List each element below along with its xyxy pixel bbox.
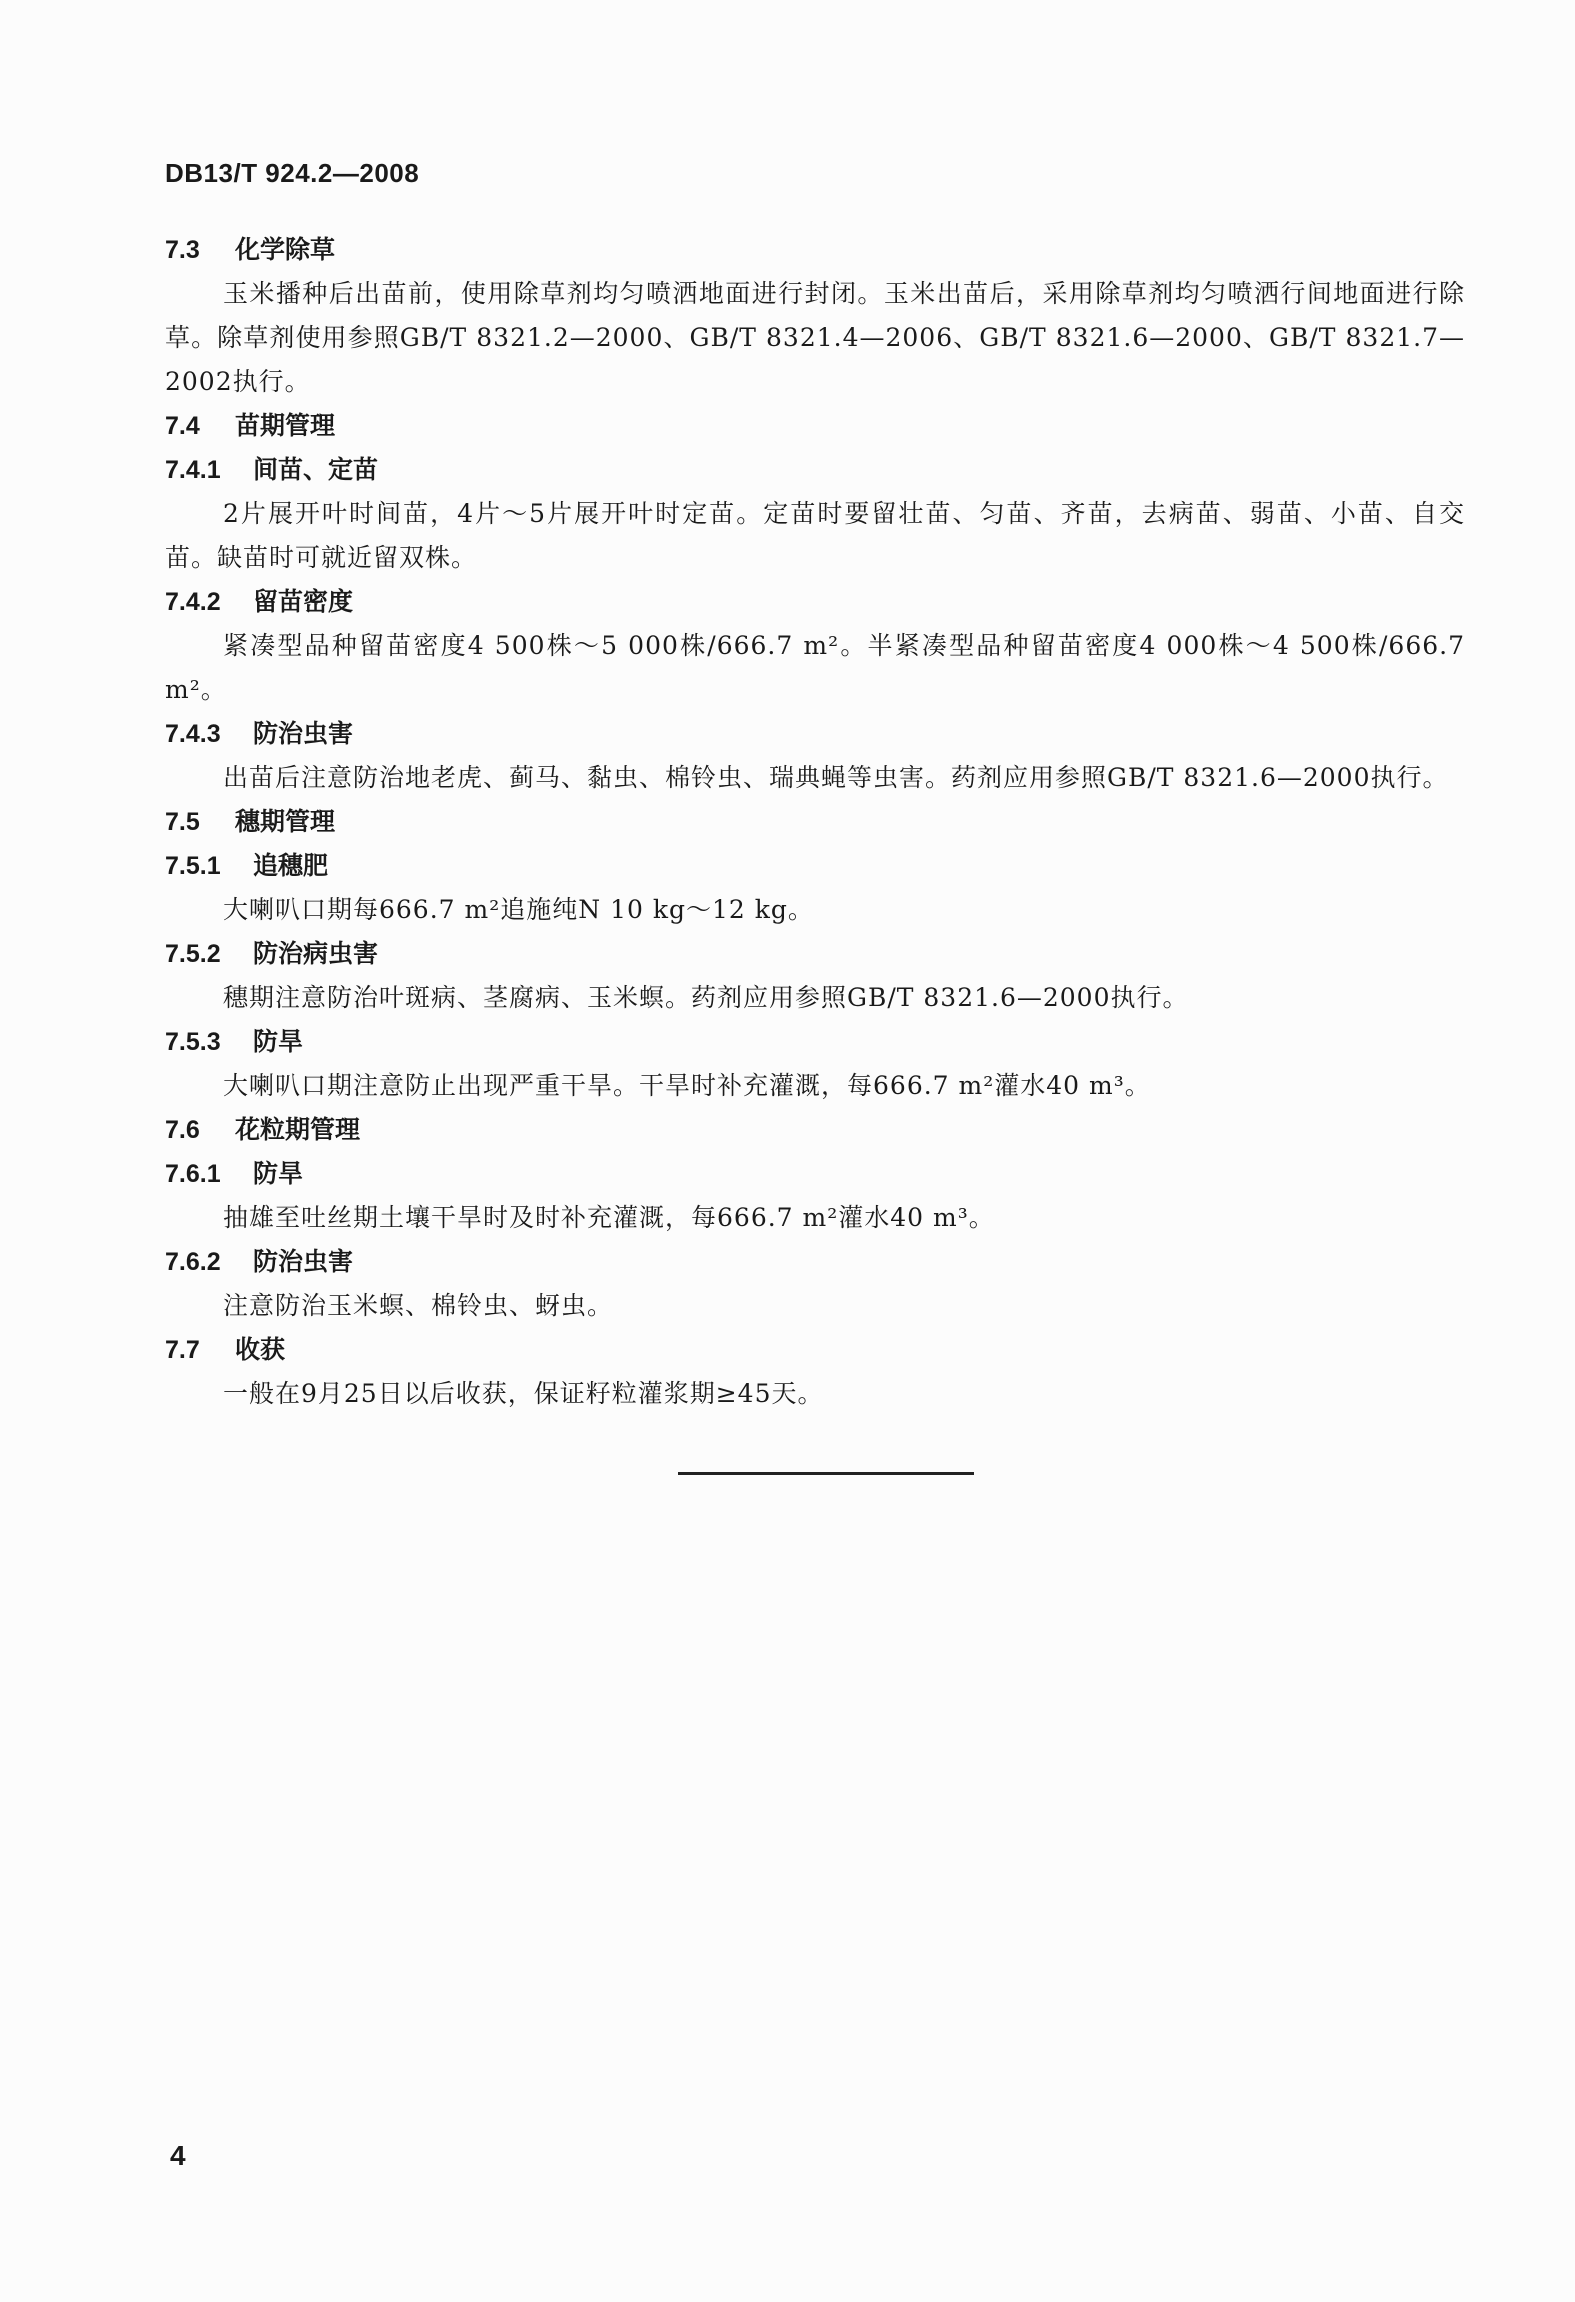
section-number: 7.5 [165, 808, 200, 836]
section-7-6-2-heading [165, 1240, 1465, 1284]
section-7-5-2-heading [165, 932, 1465, 976]
section-number: 7.5.3 [165, 1028, 221, 1056]
section-title: 防旱 [253, 1159, 304, 1188]
section-7-5-3-text: 大喇叭口期注意防止出现严重干旱。干旱时补充灌溉，每666.7 m²灌水40 m³。 [223, 1071, 1151, 1100]
section-7-5-1-text: 大喇叭口期每666.7 m²追施纯N 10 kg～12 kg。 [223, 895, 814, 924]
section-title: 留苗密度 [253, 587, 354, 616]
section-title: 防治病虫害 [253, 939, 379, 968]
section-7-4-3-text: 出苗后注意防治地老虎、蓟马、黏虫、棉铃虫、瑞典蝇等虫害。药剂应用参照GB/T 8321.6—2000执行。 [223, 763, 1449, 792]
section-7-7-heading [165, 1328, 1465, 1372]
section-7-4-3-heading [165, 712, 1465, 756]
document-code: DB13/T 924.2—2008 [165, 158, 420, 188]
section-number: 7.6 [165, 1116, 200, 1144]
section-number: 7.5.2 [165, 940, 221, 968]
section-title: 苗期管理 [235, 411, 336, 440]
section-7-6-1-heading [165, 1152, 1465, 1196]
section-title: 化学除草 [235, 235, 336, 264]
section-7-6-1-text: 抽雄至吐丝期土壤干旱时及时补充灌溉，每666.7 m²灌水40 m³。 [223, 1203, 995, 1232]
section-title: 收获 [235, 1335, 286, 1364]
section-title: 防治虫害 [253, 719, 354, 748]
section-7-4-1-text: 2片展开叶时间苗，4片～5片展开叶时定苗。定苗时要留壮苗、匀苗、齐苗，去病苗、弱苗、小苗、自交苗。缺苗时可就近留双株。 [165, 499, 1465, 572]
section-7-7-text: 一般在9月25日以后收获，保证籽粒灌浆期≥45天。 [223, 1379, 824, 1408]
section-title: 防旱 [253, 1027, 304, 1056]
section-number: 7.6.2 [165, 1248, 221, 1276]
section-title: 间苗、定苗 [253, 455, 379, 484]
section-number: 7.4 [165, 412, 200, 440]
page-number: 4 [170, 2140, 186, 2171]
section-7-5-heading [165, 800, 1465, 844]
section-7-6-2-text: 注意防治玉米螟、棉铃虫、蚜虫。 [223, 1291, 614, 1320]
end-of-document-rule [678, 1472, 974, 1475]
section-title: 防治虫害 [253, 1247, 354, 1276]
section-title: 花粒期管理 [235, 1115, 361, 1144]
section-7-4-heading [165, 404, 1465, 448]
section-number: 7.5.1 [165, 852, 221, 880]
section-title: 穗期管理 [235, 807, 336, 836]
section-number: 7.4.1 [165, 456, 221, 484]
section-7-4-2-text: 紧凑型品种留苗密度4 500株～5 000株/666.7 m²。半紧凑型品种留苗密度4 000株～4 500株/666.7 m²。 [165, 631, 1465, 704]
section-7-5-1-heading [165, 844, 1465, 888]
section-number: 7.7 [165, 1336, 200, 1364]
document-body [165, 228, 1465, 1416]
section-7-6-heading [165, 1108, 1465, 1152]
section-7-4-2-heading [165, 580, 1465, 624]
section-number: 7.3 [165, 236, 200, 264]
section-7-3-text: 玉米播种后出苗前，使用除草剂均匀喷洒地面进行封闭。玉米出苗后，采用除草剂均匀喷洒行间地面进行除草。除草剂使用参照GB/T 8321.2—2000、GB/T 8321.4—2006、GB/T 8321.6—2000、GB/T 8321.7—2002执行。 [165, 279, 1465, 396]
section-7-5-3-heading [165, 1020, 1465, 1064]
section-title: 追穗肥 [253, 851, 329, 880]
section-number: 7.6.1 [165, 1160, 221, 1188]
section-number: 7.4.2 [165, 588, 221, 616]
section-7-5-2-text: 穗期注意防治叶斑病、茎腐病、玉米螟。药剂应用参照GB/T 8321.6—2000执行。 [223, 983, 1189, 1012]
section-7-3-heading [165, 228, 1465, 272]
section-number: 7.4.3 [165, 720, 221, 748]
section-7-4-1-heading [165, 448, 1465, 492]
